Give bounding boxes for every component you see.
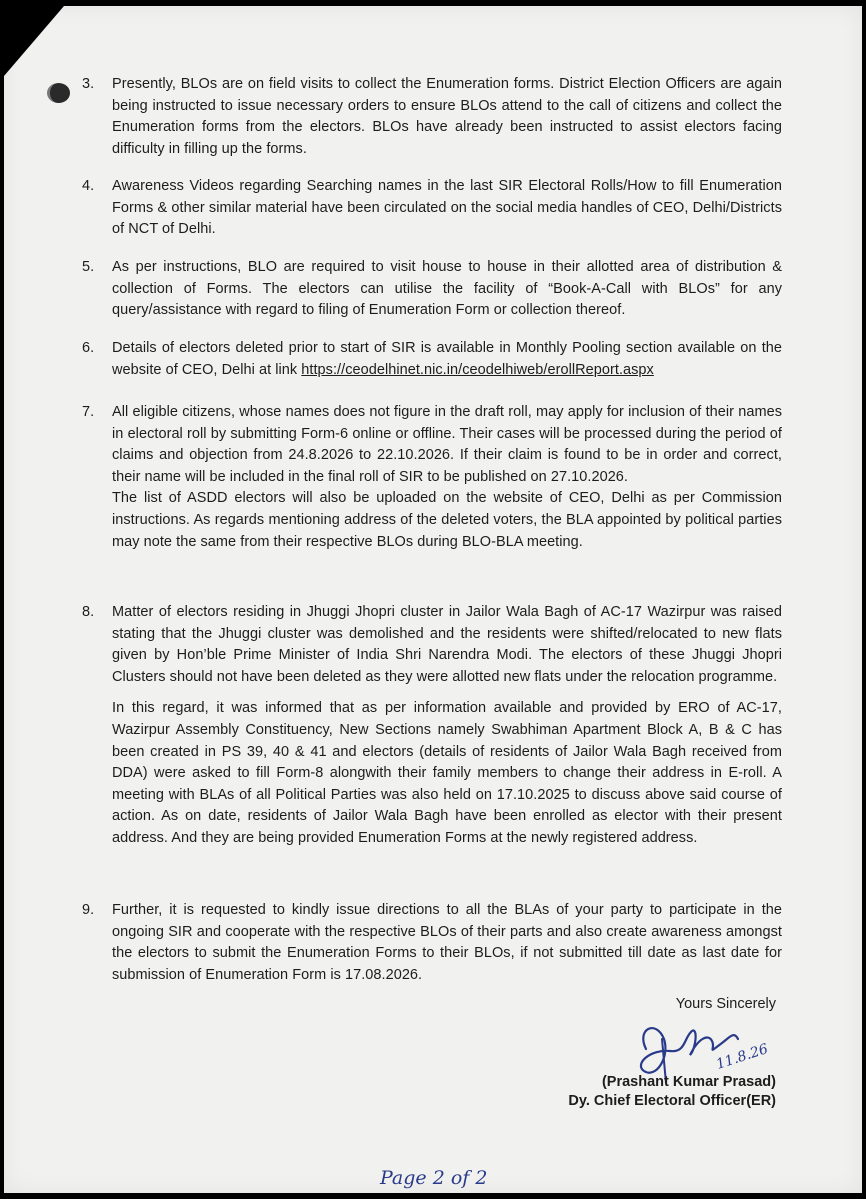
item-text: Further, it is requested to kindly issue directions to all the BLAs of your party to participate in the ongoing SIR and cooperate with the respective BLOs of their parts and also create awareness amongst the electors to submit the Enumeration Forms to their BLOs, if not submitted till date as last date for submission of Enumeration Form is 17.08.2026. bbox=[112, 902, 782, 983]
page-number-handwritten bbox=[374, 1156, 524, 1193]
list-item-9 bbox=[82, 900, 782, 986]
item-number: 7. bbox=[82, 404, 95, 420]
signatory-name: (Prashant Kumar Prasad) bbox=[601, 1074, 776, 1090]
list-item-6 bbox=[82, 338, 782, 381]
item-number: 5. bbox=[82, 259, 95, 275]
list-item-4 bbox=[82, 176, 782, 241]
item-number: 4. bbox=[82, 178, 95, 194]
item-text: Awareness Videos regarding Searching names in the last SIR Electoral Rolls/How to fill Enumeration Forms & other similar material have been circulated on the social media handles of CEO, Delhi/Districts of NCT of Delhi. bbox=[112, 178, 782, 238]
item-text: As per instructions, BLO are required to visit house to house in their allotted area of distribution & collection of Forms. The electors can utilise the facility of “Book-A-Call with BLOs” for any query/assistance with regard to filing of Enumeration Form or collection thereof. bbox=[112, 259, 782, 319]
document-page bbox=[4, 6, 862, 1193]
erollreport-link[interactable]: https://ceodelhinet.nic.in/ceodelhiweb/erollReport.aspx bbox=[301, 361, 654, 378]
item-text: Presently, BLOs are on field visits to collect the Enumeration forms. District Election Officers are again being instructed to issue necessary orders to ensure BLOs attend to the call of citizens and collect the Enumeration forms from the electors. BLOs have already been instructed to assist electors facing difficulty in filling up the forms. bbox=[112, 76, 782, 157]
list-item-3 bbox=[82, 74, 782, 160]
salutation: Yours Sincerely bbox=[675, 996, 776, 1012]
item-text bbox=[112, 338, 782, 381]
punch-hole bbox=[47, 83, 70, 103]
signature-date: 11.8.26 bbox=[714, 1041, 771, 1073]
signatory-designation: Dy. Chief Electoral Officer(ER) bbox=[568, 1093, 776, 1109]
item-text-continued: The list of ASDD electors will also be uploaded on the website of CEO, Delhi as per Commission instructions. As regards mentioning address of the deleted voters, the BLA appointed by political parties may note the same from their respective BLOs during BLO-BLA meeting. bbox=[112, 490, 782, 550]
list-item-8 bbox=[82, 602, 782, 850]
item-number: 6. bbox=[82, 340, 95, 356]
list-item-7 bbox=[82, 402, 782, 553]
item-text-continued: In this regard, it was informed that as per information available and provided by ERO of AC-17, Wazirpur Assembly Constituency, New Sections namely Swabhiman Apartment Block A, B & C has been created in PS 39, 40 & 41 and electors (details of residents of Jailor Wala Bagh received from DDA) were asked to fill Form-8 alongwith their family members to change their address in E-roll. A meeting with BLAs of all Political Parties was also held on 17.10.2025 to discuss above said course of action. As on date, residents of Jailor Wala Bagh have been enrolled as elector with their present address. And they are being provided Enumeration Forms at the newly registered address. bbox=[112, 700, 782, 846]
item-number: 8. bbox=[82, 604, 95, 620]
item-number: 3. bbox=[82, 76, 95, 92]
folded-corner bbox=[4, 6, 64, 76]
item-text: All eligible citizens, whose names does not figure in the draft roll, may apply for inclusion of their names in electoral roll by submitting Form-6 online or offline. Their cases will be processed during the period of claims and objection from 24.8.2026 to 22.10.2026. If their claim is found to be in order and correct, their name will be included in the final roll of SIR to be published on 27.10.2026. bbox=[112, 404, 782, 485]
item-number: 9. bbox=[82, 902, 95, 918]
page-number-text: Page 2 of 2 bbox=[380, 1167, 488, 1189]
item-text: Matter of electors residing in Jhuggi Jhopri cluster in Jailor Wala Bagh of AC-17 Wazirpur was raised stating that the Jhuggi cluster was demolished and the residents were shifted/relocated to new flats given by Hon’ble Prime Minister of India Shri Narendra Modi. The electors of these Jhuggi Jhopri Clusters should not have been deleted as they were allotted new flats under the relocation programme. bbox=[112, 604, 782, 685]
item-text-lead: Details of electors deleted prior to start of SIR is available in Monthly Pooling section available on the website of CEO, Delhi at link bbox=[112, 340, 782, 378]
list-item-5 bbox=[82, 257, 782, 322]
